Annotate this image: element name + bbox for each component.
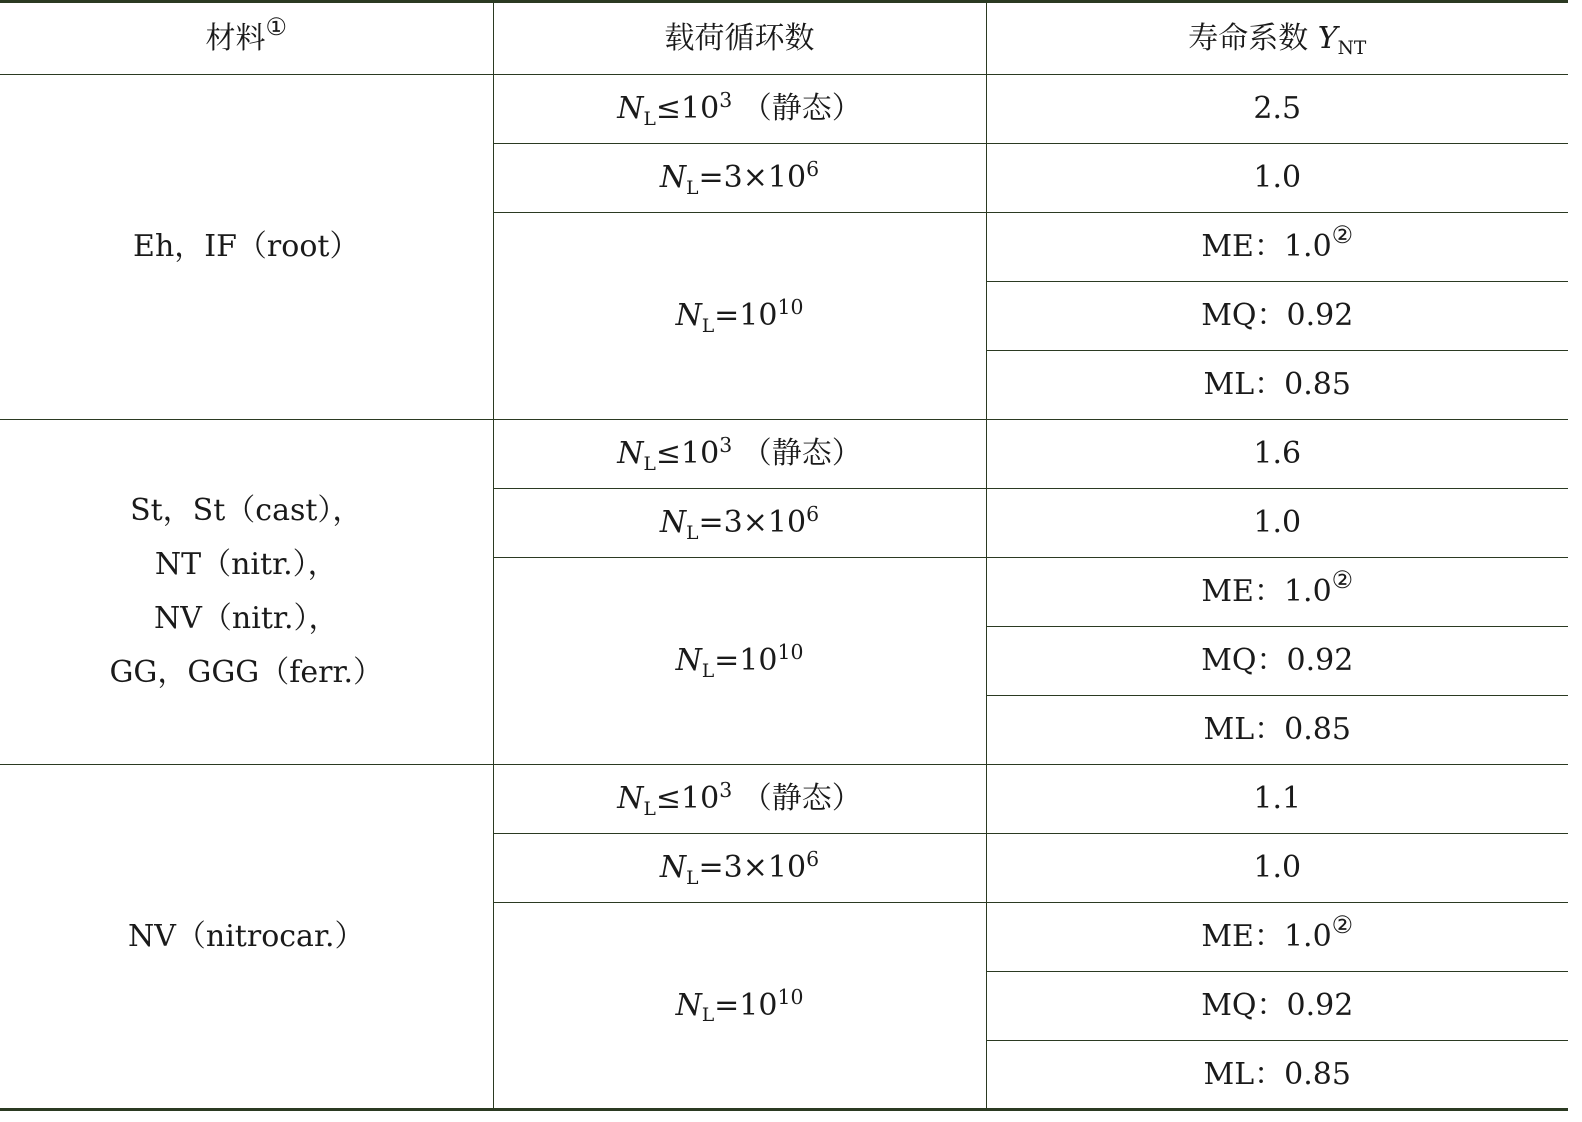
cycle-exponent: 6 — [806, 847, 820, 872]
cycle-relation: ≤10 — [655, 91, 720, 127]
header-cycles — [493, 2, 986, 75]
cycle-exponent: 6 — [806, 502, 820, 527]
life-factor-value — [986, 1041, 1568, 1110]
footnote-marker: ① — [265, 12, 287, 41]
footnote-marker: ② — [1331, 911, 1354, 940]
life-factor-value — [986, 75, 1568, 144]
cycle-subscript: L — [686, 867, 699, 889]
header-life-factor-label: 寿命系数 — [1188, 20, 1309, 56]
material-line: GG，GGG（ferr.） — [109, 655, 384, 690]
cycle-static-cell — [493, 765, 986, 834]
cycle-exponent: 3 — [719, 778, 733, 803]
cycle-subscript: L — [686, 522, 699, 544]
cycle-static-note: （静态） — [741, 91, 862, 127]
cycle-static-note: （静态） — [741, 781, 862, 817]
cycle-subscript: L — [643, 108, 656, 130]
life-factor-subscript: NT — [1337, 38, 1367, 60]
value-text: MQ：0.92 — [1201, 988, 1354, 1024]
header-life-factor — [986, 2, 1568, 75]
material-cell — [0, 75, 493, 420]
material-line: Eh，IF（root） — [133, 229, 360, 264]
footnote-marker: ② — [1331, 566, 1354, 595]
life-factor-value — [986, 972, 1568, 1041]
material-line: NT（nitr.）， — [154, 547, 338, 582]
cycle-subscript: L — [643, 453, 656, 475]
cycle-subscript: L — [643, 798, 656, 820]
life-factor-value — [986, 834, 1568, 903]
material-cell — [0, 765, 493, 1110]
life-factor-value — [986, 213, 1568, 282]
cycle-long-cell — [493, 903, 986, 1110]
value-text: MQ：0.92 — [1201, 298, 1354, 334]
life-factor-value — [986, 627, 1568, 696]
header-material-label: 材料 — [205, 20, 266, 56]
life-factor-value — [986, 351, 1568, 420]
cycle-symbol: N — [659, 505, 687, 541]
cycle-mid-cell — [493, 834, 986, 903]
value-text: ME：1.0 — [1201, 919, 1332, 955]
cycle-symbol: N — [675, 643, 702, 679]
life-factor-value — [986, 558, 1568, 627]
cycle-subscript: L — [701, 315, 715, 337]
cycle-mid-cell — [493, 144, 986, 213]
life-factor-value — [986, 420, 1568, 489]
cycle-static-cell — [493, 75, 986, 144]
value-text: 1.1 — [1253, 781, 1302, 817]
value-text: ML：0.85 — [1203, 1056, 1351, 1092]
life-factor-value — [986, 903, 1568, 972]
cycle-static-note: （静态） — [741, 436, 862, 472]
life-factor-value — [986, 765, 1568, 834]
cycle-exponent: 6 — [806, 157, 820, 182]
value-text: 1.0 — [1253, 160, 1302, 196]
life-factor-value — [986, 489, 1568, 558]
cycle-relation: =3×10 — [698, 160, 807, 196]
table-row — [0, 75, 1568, 144]
material-cell — [0, 420, 493, 765]
cycle-symbol: N — [659, 160, 687, 196]
value-text: ME：1.0 — [1201, 574, 1332, 610]
cycle-symbol: N — [675, 987, 702, 1023]
cycle-relation: =3×10 — [698, 505, 807, 541]
cycle-relation: =3×10 — [698, 850, 807, 886]
cycle-exponent: 3 — [719, 433, 733, 458]
table-body — [0, 75, 1568, 1110]
material-line: St，St（cast）， — [130, 493, 363, 528]
cycle-relation: ≤10 — [655, 436, 720, 472]
cycle-symbol: N — [659, 850, 687, 886]
value-text: ML：0.85 — [1203, 712, 1351, 748]
cycle-exponent: 3 — [719, 88, 733, 113]
cycle-long-cell — [493, 558, 986, 765]
cycle-relation: =10 — [714, 987, 778, 1023]
cycle-long-cell — [493, 213, 986, 420]
cycle-relation: =10 — [714, 298, 778, 334]
material-line: NV（nitrocar.） — [127, 918, 365, 954]
cycle-subscript: L — [701, 1005, 715, 1027]
header-material — [0, 2, 493, 75]
value-text: ME：1.0 — [1201, 229, 1332, 265]
cycle-subscript: L — [701, 660, 715, 682]
cycle-symbol: N — [617, 781, 644, 817]
value-text: ML：0.85 — [1203, 367, 1351, 403]
value-text: 2.5 — [1253, 91, 1302, 127]
value-text: 1.0 — [1253, 505, 1302, 541]
cycle-mid-cell — [493, 489, 986, 558]
cycle-exponent: 10 — [777, 984, 804, 1009]
cycle-exponent: 10 — [777, 295, 804, 320]
cycle-relation: =10 — [714, 643, 778, 679]
cycle-exponent: 10 — [777, 640, 804, 665]
cycle-symbol: N — [617, 91, 644, 127]
material-line: NV（nitr.）， — [154, 601, 339, 636]
life-factor-value — [986, 282, 1568, 351]
cycle-relation: ≤10 — [655, 781, 720, 817]
life-factor-value — [986, 144, 1568, 213]
table-row — [0, 765, 1568, 834]
header-cycles-label: 载荷循环数 — [664, 20, 815, 56]
life-factor-symbol: Y — [1317, 20, 1338, 56]
value-text: 1.0 — [1253, 850, 1302, 886]
value-text: MQ：0.92 — [1201, 643, 1354, 679]
header-row — [0, 2, 1568, 75]
cycle-subscript: L — [686, 177, 699, 199]
life-factor-value — [986, 696, 1568, 765]
cycle-symbol: N — [675, 298, 702, 334]
value-text: 1.6 — [1253, 436, 1302, 472]
footnote-marker: ② — [1331, 221, 1354, 250]
table-row — [0, 420, 1568, 489]
cycle-static-cell — [493, 420, 986, 489]
cycle-symbol: N — [617, 436, 644, 472]
